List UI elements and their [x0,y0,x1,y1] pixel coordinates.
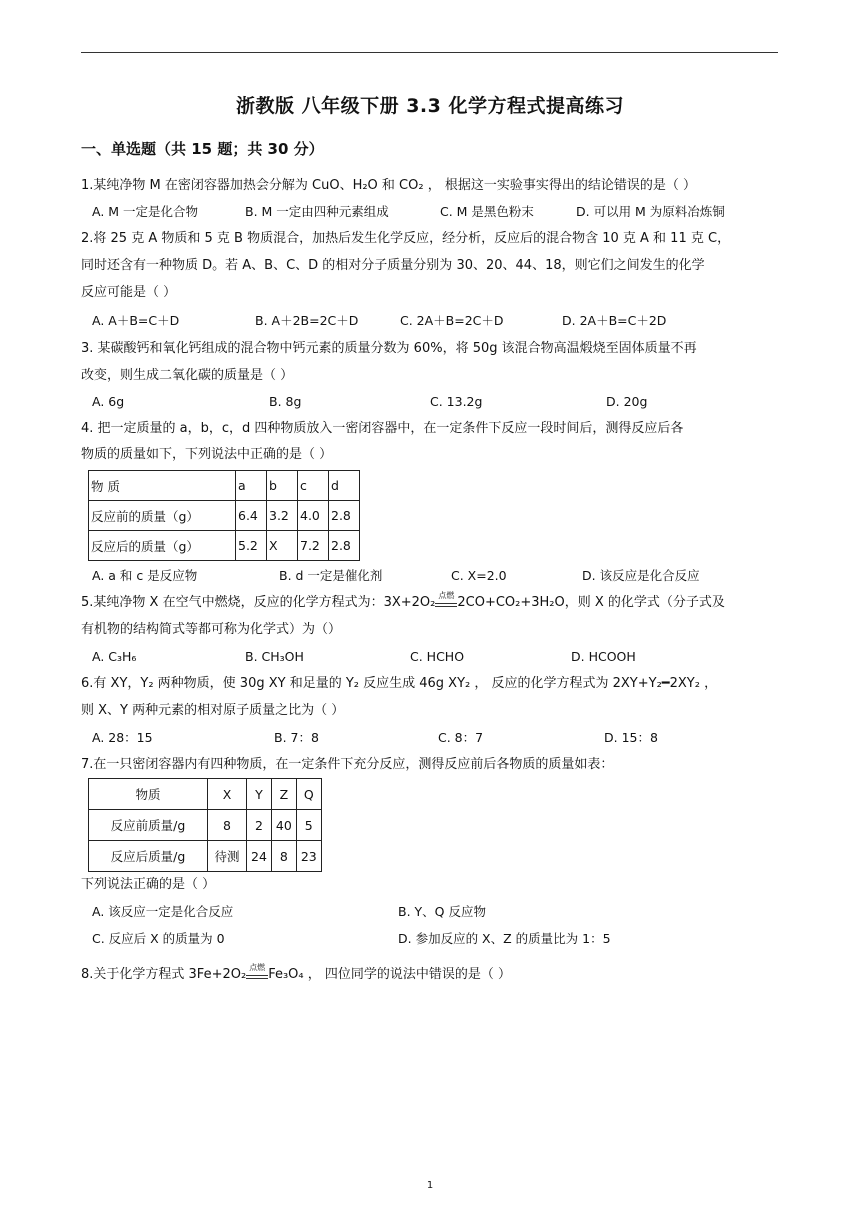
question-2-stem-line-1: 2.将 25 克 A 物质和 5 克 B 物质混合，加热后发生化学反应，经分析，反应后的混合物含 10 克 A 和 11 克 C， [81,231,731,246]
table-cell: 反应后质量/g [89,841,208,872]
table-cell: 反应前的质量（g） [89,501,236,531]
question-5-stem-line-2: 有机物的结构简式等都可称为化学式）为（） [81,622,342,637]
option-a: A. 28：15 [92,730,153,745]
question-6-options [92,728,792,748]
header-rule [81,52,778,53]
table-row [89,841,322,872]
table-cell: 反应后的质量（g） [89,531,236,561]
option-d: D. 2A＋B=C＋2D [562,313,667,328]
option-c: C. M 是黑色粉末 [440,204,534,219]
table-cell: Z [271,779,296,810]
question-1-stem: 1.某纯净物 M 在密闭容器加热会分解为 CuO、H₂O 和 CO₂ ， 根据这一实验事实得出的结论错误的是（ ） [81,178,696,193]
table-cell: 24 [247,841,272,872]
table-cell: c [298,471,329,501]
table-row [89,531,360,561]
table-cell: 物 质 [89,471,236,501]
option-d: D. 可以用 M 为原料冶炼铜 [576,204,725,219]
question-5-options [92,647,792,667]
table-header-row [89,779,322,810]
table-cell: 8 [271,841,296,872]
table-cell: 待测 [208,841,247,872]
question-6-stem-line-2: 则 X、Y 两种元素的相对原子质量之比为（ ） [81,703,345,718]
stem-text: Fe₃O₄ ， 四位同学的说法中错误的是（ ） [268,967,512,982]
table-header-row [89,471,360,501]
option-a: A. 该反应一定是化合反应 [92,904,234,919]
table-cell: 5 [296,810,321,841]
table-cell: X [267,531,298,561]
table-row [89,810,322,841]
question-7-table [88,778,322,872]
option-d: D. 15：8 [604,730,658,745]
question-4-stem-line-1: 4. 把一定质量的 a，b，c，d 四种物质放入一密闭容器中，在一定条件下反应一段时间后，测得反应后各 [81,421,684,436]
option-b: B. 7：8 [274,730,319,745]
question-7-options-row-1 [92,902,792,922]
question-2-options [92,311,792,331]
question-4-options [92,566,792,586]
section-heading: 一、单选题（共 15 题；共 30 分） [81,140,324,158]
question-3-options [92,392,792,412]
option-d: D. HCOOH [571,649,636,664]
question-1-options [92,202,792,222]
page-title: 浙教版 八年级下册 3.3 化学方程式提高练习 [235,95,624,117]
reaction-condition [246,963,268,980]
table-cell: 5.2 [236,531,267,561]
table-row [89,501,360,531]
stem-text: 5.某纯净物 X 在空气中燃烧，反应的化学方程式为：3X+2O₂ [81,595,436,610]
option-c: C. 8：7 [438,730,484,745]
option-d: D. 该反应是化合反应 [582,568,700,583]
option-a: A. A＋B=C＋D [92,313,180,328]
table-cell: 4.0 [298,501,329,531]
table-cell: 3.2 [267,501,298,531]
table-cell: 23 [296,841,321,872]
option-c: C. X=2.0 [451,568,507,583]
option-d: D. 参加反应的 X、Z 的质量比为 1：5 [398,931,611,946]
option-b: B. d 一定是催化剂 [279,568,383,583]
table-cell: 8 [208,810,247,841]
option-b: B. A＋2B=2C＋D [255,313,359,328]
table-cell: d [329,471,360,501]
question-3-stem-line-2: 改变，则生成二氧化碳的质量是（ ） [81,368,294,383]
question-2-stem-line-3: 反应可能是（ ） [81,285,177,300]
question-4-table [88,470,360,561]
option-a: A. M 一定是化合物 [92,204,199,219]
question-7-stem: 7.在一只密闭容器内有四种物质，在一定条件下充分反应，测得反应前后各物质的质量如表： [81,757,614,772]
table-cell: b [267,471,298,501]
table-cell: a [236,471,267,501]
option-c: C. HCHO [410,649,465,664]
page-number: 1 [426,1180,434,1191]
condition-label: 点燃 [249,963,266,972]
option-b: B. Y、Q 反应物 [398,904,486,919]
option-a: A. C₃H₆ [92,649,137,664]
option-b: B. M 一定由四种元素组成 [245,204,389,219]
table-cell: 物质 [89,779,208,810]
condition-label: 点燃 [438,591,455,600]
question-3-stem-line-1: 3. 某碳酸钙和氧化钙组成的混合物中钙元素的质量分数为 60%，将 50g 该混合物高温煅烧至固体质量不再 [81,341,697,356]
question-6-stem-line-1: 6.有 XY，Y₂ 两种物质，使 30g XY 和足量的 Y₂ 反应生成 46g XY₂ ， 反应的化学方程式为 2XY+Y₂━2XY₂ ， [81,676,718,691]
option-c: C. 反应后 X 的质量为 0 [92,931,225,946]
option-c: C. 13.2g [430,394,483,409]
table-cell: 6.4 [236,501,267,531]
option-c: C. 2A＋B=2C＋D [400,313,504,328]
question-8-stem [81,965,511,985]
reaction-condition [435,591,457,608]
question-7-prompt: 下列说法正确的是（ ） [81,877,216,892]
table-cell: Q [296,779,321,810]
question-7-options-row-2 [92,929,792,949]
stem-text: 8.关于化学方程式 3Fe+2O₂ [81,967,247,982]
table-cell: 40 [271,810,296,841]
option-b: B. 8g [269,394,302,409]
table-cell: 2.8 [329,501,360,531]
table-cell: X [208,779,247,810]
stem-text: 2CO+CO₂+3H₂O，则 X 的化学式（分子式及 [457,595,725,610]
question-2-stem-line-2: 同时还含有一种物质 D。若 A、B、C、D 的相对分子质量分别为 30、20、44、18，则它们之间发生的化学 [81,258,705,273]
table-cell: Y [247,779,272,810]
option-a: A. 6g [92,394,125,409]
option-a: A. a 和 c 是反应物 [92,568,198,583]
option-d: D. 20g [606,394,648,409]
table-cell: 2 [247,810,272,841]
table-cell: 7.2 [298,531,329,561]
table-cell: 2.8 [329,531,360,561]
question-4-stem-line-2: 物质的质量如下，下列说法中正确的是（ ） [81,447,333,462]
table-cell: 反应前质量/g [89,810,208,841]
question-5-stem-line-1 [81,593,725,613]
option-b: B. CH₃OH [245,649,304,664]
